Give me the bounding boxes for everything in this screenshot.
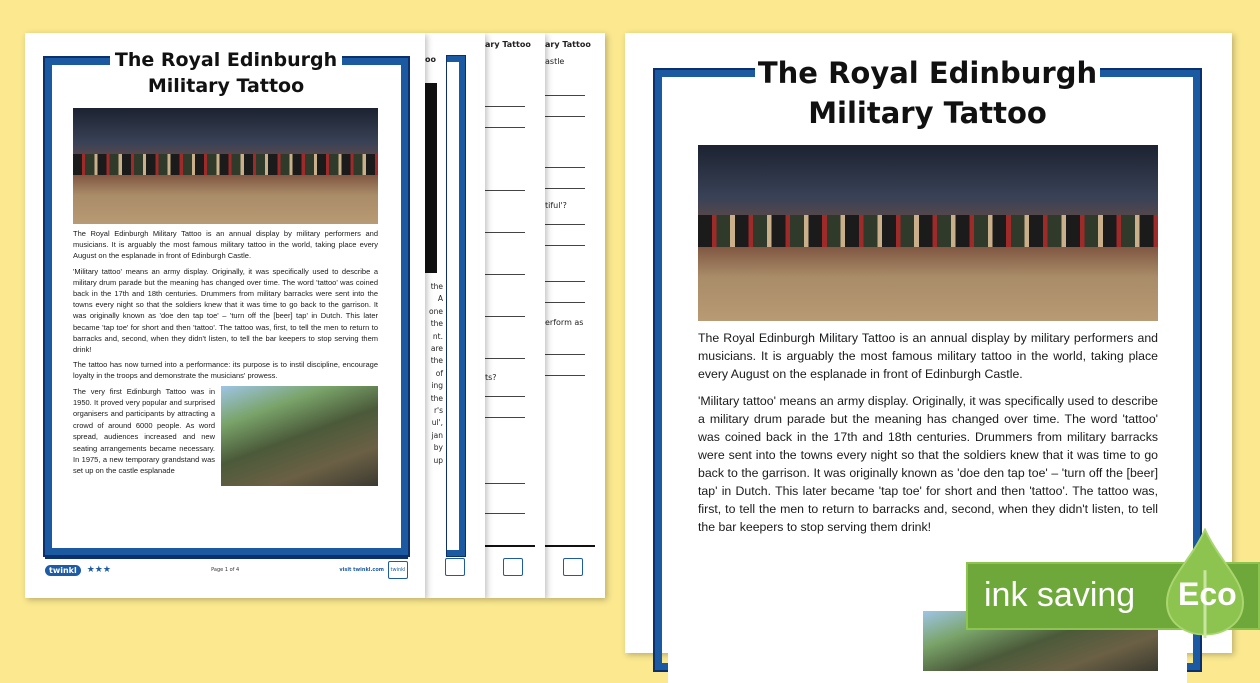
worksheet-page-3 (485, 33, 545, 598)
twinkl-badge (503, 558, 523, 576)
eco-label: Eco (1178, 576, 1237, 612)
question-fragment: ts? (485, 373, 497, 382)
text-fragment: by (433, 443, 443, 453)
worksheet-page-large (625, 33, 1232, 653)
twinkl-logo: twinkl (45, 565, 81, 576)
twinkl-badge (445, 558, 465, 576)
page-number: Page 1 of 4 (211, 567, 240, 573)
worksheet-page-1 (25, 33, 425, 598)
tattoo-parade-photo (73, 108, 378, 224)
subtitle-fragment: astle (545, 57, 565, 66)
question-fragment: erform as (545, 318, 584, 327)
text-fragment: up (433, 455, 443, 465)
text-fragment: of (435, 368, 443, 378)
marching-band-photo (221, 386, 378, 486)
visit-link[interactable]: visit twinkl.com (339, 567, 384, 573)
worksheet-page-2 (425, 33, 485, 598)
text-fragment: the (430, 356, 443, 366)
page-title: The Royal Edinburgh Military Tattoo (110, 47, 342, 99)
text-fragment: r's (433, 406, 443, 416)
text-fragment: the (430, 282, 443, 291)
photo (425, 83, 437, 273)
twinkl-badge: twinkl (388, 561, 408, 579)
text-fragment: A (437, 294, 443, 304)
rating-stars: ★★★ (86, 565, 111, 575)
side-text: The very first Edinburgh Tattoo was in 1950. It proved very popular and surprised organisers and participants by attracting a crowd of around 6000 people. As word spread, audiences increased and new seating arrangements became necessary. In 1975, a new temporary grandstand was set up on the castle esplanade (73, 386, 215, 476)
text-fragment: ing (431, 381, 443, 391)
article-text: The Royal Edinburgh Military Tattoo is an annual display by military performers and musicians. It is arguably the most famous military tattoo in the world, taking place every August on the esplanade in front of Edinburgh Castle. 'Military tattoo' means an army display. Originally, it was specifically used to describe a military drum parade but the meaning has changed over time. The word 'tattoo' was coined back in the 17th and 18th centuries. Drummers from military barracks were sent into the towns every night so that the soldiers knew that it was time to go back to the garrison. It was originally known as 'doe den tap toe' – 'turn off the [beer] tap' in Dutch. This later became 'tap toe' for short and then 'tattoo'. The tattoo was, first, to tell the men to return to barracks and, second, when they didn't listen, to tell the bar keepers to stop serving them drink! The tattoo has now turned into a performance: its purpose is to instil discipline, encourage loyalty in the troops and demonstrate the musicians' prowess. (73, 229, 378, 381)
text-fragment: jan (431, 430, 443, 440)
text-fragment: one (429, 306, 443, 316)
page-frame (447, 56, 465, 556)
page-title-fragment: oo (425, 55, 436, 64)
article-text: The Royal Edinburgh Military Tattoo is an annual display by military performers and musicians. It is arguably the most famous military tattoo in the world, taking place every August on the esplanade in front of Edinburgh Castle. 'Military tattoo' means an army display. Originally, it was specifically used to describe a military drum parade but the meaning has changed over time. The word 'tattoo' was coined back in the 17th and 18th centuries. Drummers from military barracks were sent into the towns every night so that the soldiers knew that it was time to go back to the garrison. It was originally known as 'doe den tap toe' – 'turn off the [beer] tap' in Dutch. This later became 'tap toe' for short and then 'tattoo'. The tattoo was, first, to tell the men to return to barracks and, second, when they didn't listen, to tell the bar keepers to stop serving them drink! (698, 331, 1158, 534)
page-title-fragment: ary Tattoo (545, 40, 591, 49)
text-fragment: ul', (431, 418, 443, 428)
page-title-fragment: ary Tattoo (485, 40, 531, 49)
page-title: The Royal Edinburgh Military Tattoo (755, 53, 1100, 133)
text-fragment: are (430, 344, 443, 354)
text-fragment: the (430, 319, 443, 329)
tattoo-parade-photo (698, 145, 1158, 321)
text-fragment: the (430, 393, 443, 403)
text-fragment: nt. (432, 331, 443, 341)
worksheet-page-4 (545, 33, 605, 598)
twinkl-badge (563, 558, 583, 576)
question-fragment: tiful'? (545, 201, 567, 210)
ink-saving-label: ink saving (984, 576, 1136, 614)
